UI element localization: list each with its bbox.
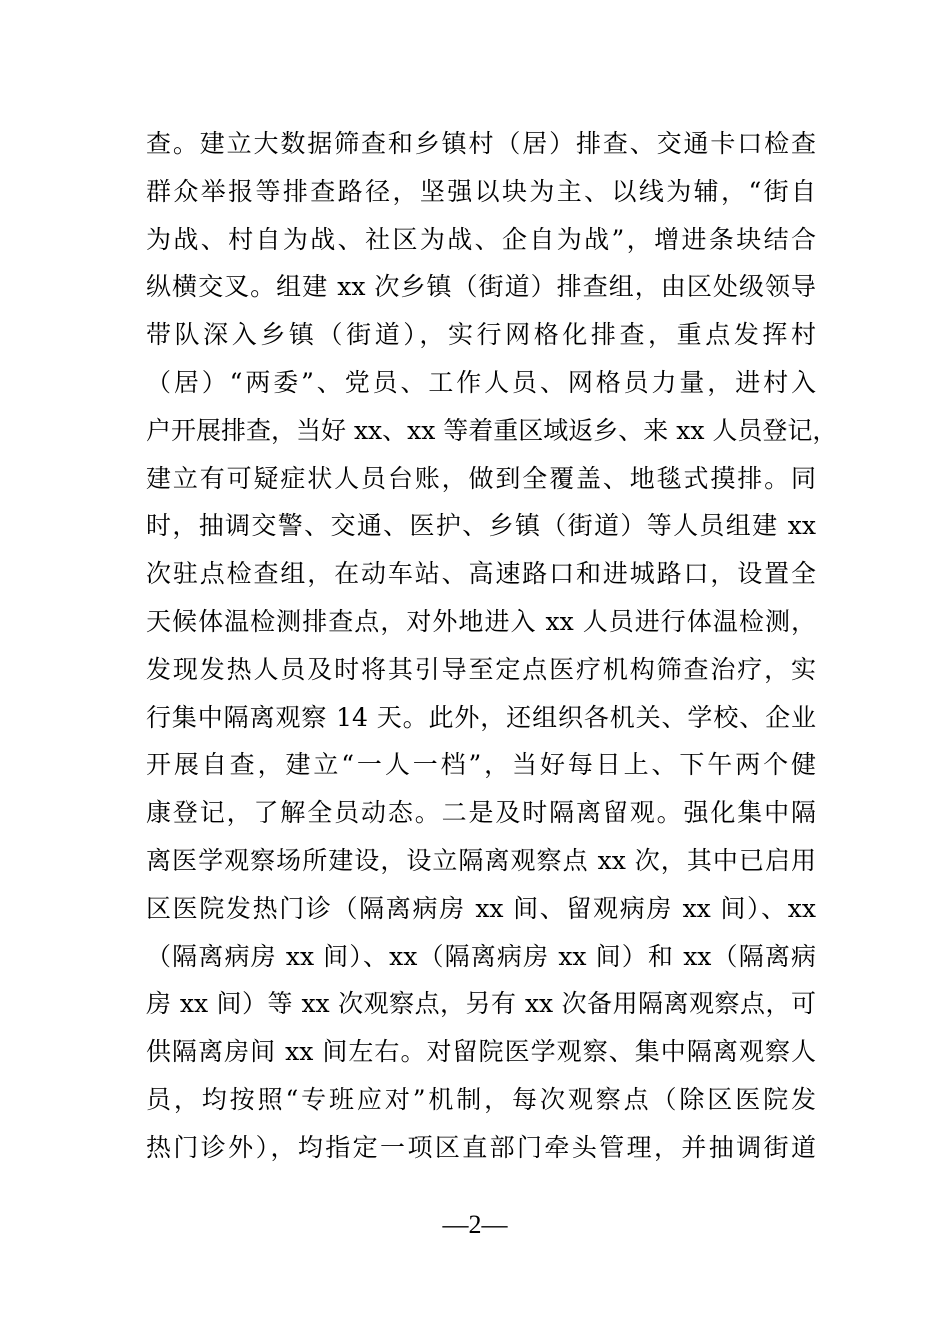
text-line: 离医学观察场所建设，设立隔离观察点 xx 次，其中已启用 [146, 845, 816, 875]
text-line: （居）“两委”、党员、工作人员、网格员力量，进村入 [146, 367, 816, 397]
text-line: 康登记，了解全员动态。二是及时隔离留观。强化集中隔 [146, 798, 816, 828]
text-line: 时，抽调交警、交通、医护、乡镇（街道）等人员组建 xx [146, 511, 816, 541]
text-line: 发现发热人员及时将其引导至定点医疗机构筛查治疗，实 [146, 654, 816, 684]
body-paragraph [146, 120, 838, 1172]
text-line: 员，均按照“专班应对”机制，每次观察点（除区医院发 [146, 1084, 816, 1114]
text-line: （隔离病房 xx 间）、xx（隔离病房 xx 间）和 xx（隔离病 [146, 941, 816, 971]
text-line: 群众举报等排查路径，坚强以块为主、以线为辅，“街自 [146, 176, 816, 206]
text-line: 区医院发热门诊（隔离病房 xx 间、留观病房 xx 间）、xx [146, 893, 816, 923]
text-line: 热门诊外），均指定一项区直部门牵头管理，并抽调街道 [146, 1132, 816, 1162]
text-line: 房 xx 间）等 xx 次观察点，另有 xx 次备用隔离观察点，可 [146, 989, 816, 1019]
text-line: 次驻点检查组，在动车站、高速路口和进城路口，设置全 [146, 559, 816, 589]
page-number: —2— [442, 1210, 508, 1239]
text-line: 天候体温检测排查点，对外地进入 xx 人员进行体温检测， [146, 606, 816, 636]
text-line: 带队深入乡镇（街道），实行网格化排查，重点发挥村 [146, 320, 816, 350]
text-line: 户开展排查，当好 xx、xx 等着重区域返乡、来 xx 人员登记， [146, 415, 838, 445]
text-line: 行集中隔离观察 14 天。此外，还组织各机关、学校、企业 [146, 702, 816, 732]
text-line: 为战、村自为战、社区为战、企自为战”，增进条块结合 [146, 224, 816, 254]
text-line: 供隔离房间 xx 间左右。对留院医学观察、集中隔离观察人 [146, 1037, 816, 1067]
text-line: 开展自查，建立“一人一档”，当好每日上、下午两个健 [146, 750, 816, 780]
text-line: 查。建立大数据筛查和乡镇村（居）排查、交通卡口检查 [146, 129, 816, 158]
text-line: 建立有可疑症状人员台账，做到全覆盖、地毯式摸排。同 [146, 463, 816, 493]
text-line: 纵横交叉。组建 xx 次乡镇（街道）排查组，由区处级领导 [146, 272, 816, 302]
